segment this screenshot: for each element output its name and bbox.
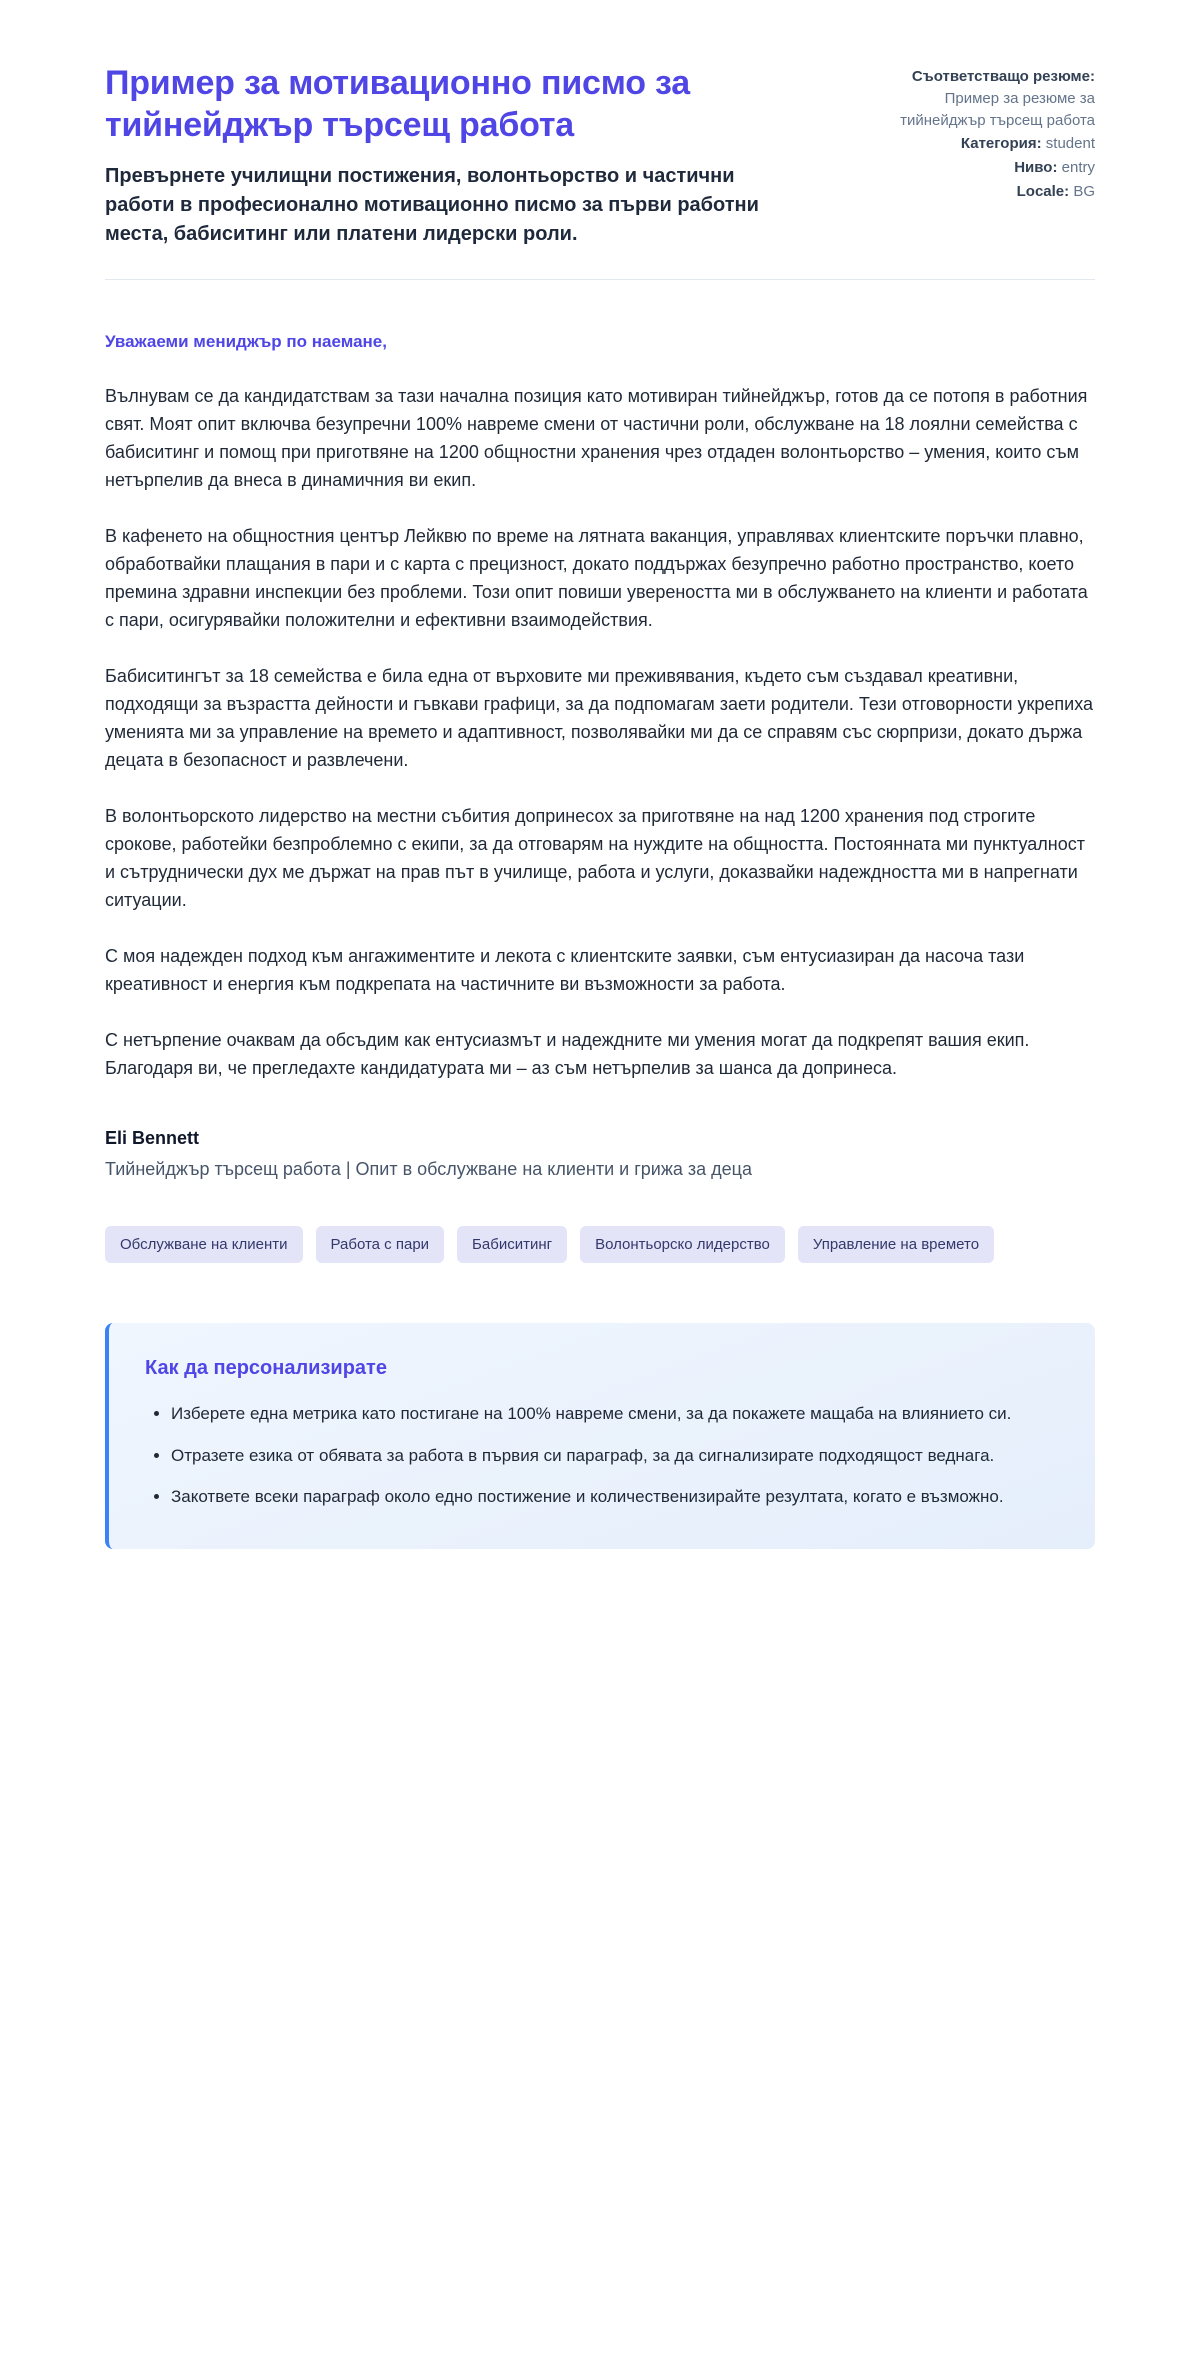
- section-divider: [105, 279, 1095, 280]
- personalize-tip: • Закответе всеки параграф около едно постижение и количественизирайте резултата, когато е възможно.: [171, 1483, 1055, 1511]
- meta-panel: [870, 66, 1095, 205]
- header-main: [105, 62, 830, 249]
- meta-level: [870, 157, 1095, 179]
- meta-category: [870, 133, 1095, 155]
- meta-matching-resume: [870, 66, 1095, 131]
- page-header: [105, 62, 1095, 249]
- page-subtitle: Превърнете училищни постижения, волонтьорство и частични работи в професионално мотивационно писмо за първи работни места, бабиситинг или платени лидерски роли.: [105, 165, 759, 246]
- personalize-callout: [105, 1323, 1095, 1549]
- personalize-tip: • Отразете езика от обявата за работа в първия си параграф, за да сигнализирате подходящост веднага.: [171, 1442, 1055, 1470]
- signature-name: Eli Bennett: [105, 1128, 200, 1149]
- signature-title: Тийнейджър търсещ работа | Опит в обслужване на клиенти и грижа за деца: [105, 1159, 752, 1180]
- skill-tag: Управление на времето: [798, 1226, 994, 1263]
- letter-paragraph: С нетърпение очаквам да обсъдим как ентусиазмът и надеждните ми умения могат да подкрепят вашия екип. Благодаря ви, че прегледахте кандидатурата ми – аз съм нетърпелив за шанса да допринеса.: [105, 1030, 1030, 1079]
- letter-paragraph: Вълнувам се да кандидатствам за тази начална позиция като мотивиран тийнейджър, готов да се потопя в работния свят. Моят опит включва безупречни 100% навреме смени от частични роли, обслужване на 18 лоялни семейства с бабиситинг и помощ при приготвяне на 1200 общностни хранения чрез отдаден волонтьорство – умения, които съм нетърпелив да внеса в динамичния ви екип.: [105, 386, 1088, 491]
- meta-locale-label: Locale:: [1016, 182, 1070, 200]
- page: [105, 0, 1095, 2380]
- meta-category-label: Категория:: [960, 135, 1042, 153]
- meta-level-value: entry: [1061, 159, 1095, 176]
- callout-title: Как да персонализирате: [145, 1357, 387, 1380]
- letter-paragraph: В кафенето на общностния център Лейквю по време на лятната ваканция, управлявах клиентските поръчки плавно, обработвайки плащания в пари и с карта с прецизност, докато поддържах безупречно работно пространство, което премина здравни инспекции без проблеми. Този опит повиши увереността ми в обслужването на клиенти и работата с пари, осигурявайки положителни и ефективни взаимодействия.: [105, 526, 1088, 631]
- meta-locale: [870, 181, 1095, 203]
- skill-tag: Бабиситинг: [457, 1226, 567, 1263]
- letter-greeting: Уважаеми мениджър по наемане,: [105, 332, 387, 352]
- skill-tag: Обслужване на клиенти: [105, 1226, 303, 1263]
- callout-list: [145, 1400, 1055, 1511]
- letter-paragraph: Бабиситингът за 18 семейства е била една от върховите ми преживявания, където съм създавал креативни, подходящи за възрастта дейности и гъвкави графици, за да подпомагам заети родители. Тези отговорности укрепиха уменията ми за управление на времето и адаптивност, позволявайки ми да се справям със сюрпризи, докато държа децата в безопасност и развлечени.: [105, 666, 1094, 771]
- signature-block: [105, 1128, 1095, 1180]
- personalize-tip: • Изберете една метрика като постигане на 100% навреме смени, за да покажете мащаба на влиянието си.: [171, 1400, 1055, 1428]
- page-title: Пример за мотивационно писмо за тийнейджър търсещ работа: [105, 64, 691, 145]
- letter-paragraph: С моя надежден подход към ангажиментите и лекота с клиентските заявки, съм ентусиазиран да насоча тази креативност и енергия към подкрепата на частичните ви възможности за работа.: [105, 946, 1025, 995]
- meta-matching-resume-value: Пример за резюме за тийнейджър търсещ работа: [900, 89, 1095, 129]
- skill-tag-list: [105, 1226, 1095, 1263]
- meta-category-value: student: [1045, 135, 1095, 153]
- meta-level-label: Ниво:: [1014, 159, 1058, 176]
- meta-locale-value: BG: [1073, 182, 1095, 200]
- letter-paragraph: В волонтьорското лидерство на местни събития допринесох за приготвяне на над 1200 хранения под строгите срокове, работейки безпроблемно с екипи, за да отговарям на нуждите на общността. Постоянната ми пунктуалност и сътруднически дух ме държат на прав път в училище, работа и услуги, доказвайки надеждността ми в напрегнати ситуации.: [105, 806, 1085, 911]
- letter-body: [105, 332, 1095, 1180]
- meta-matching-resume-label: Съответстващо резюме:: [911, 68, 1095, 85]
- skill-tag: Волонтьорско лидерство: [580, 1226, 785, 1263]
- skill-tag: Работа с пари: [316, 1226, 445, 1263]
